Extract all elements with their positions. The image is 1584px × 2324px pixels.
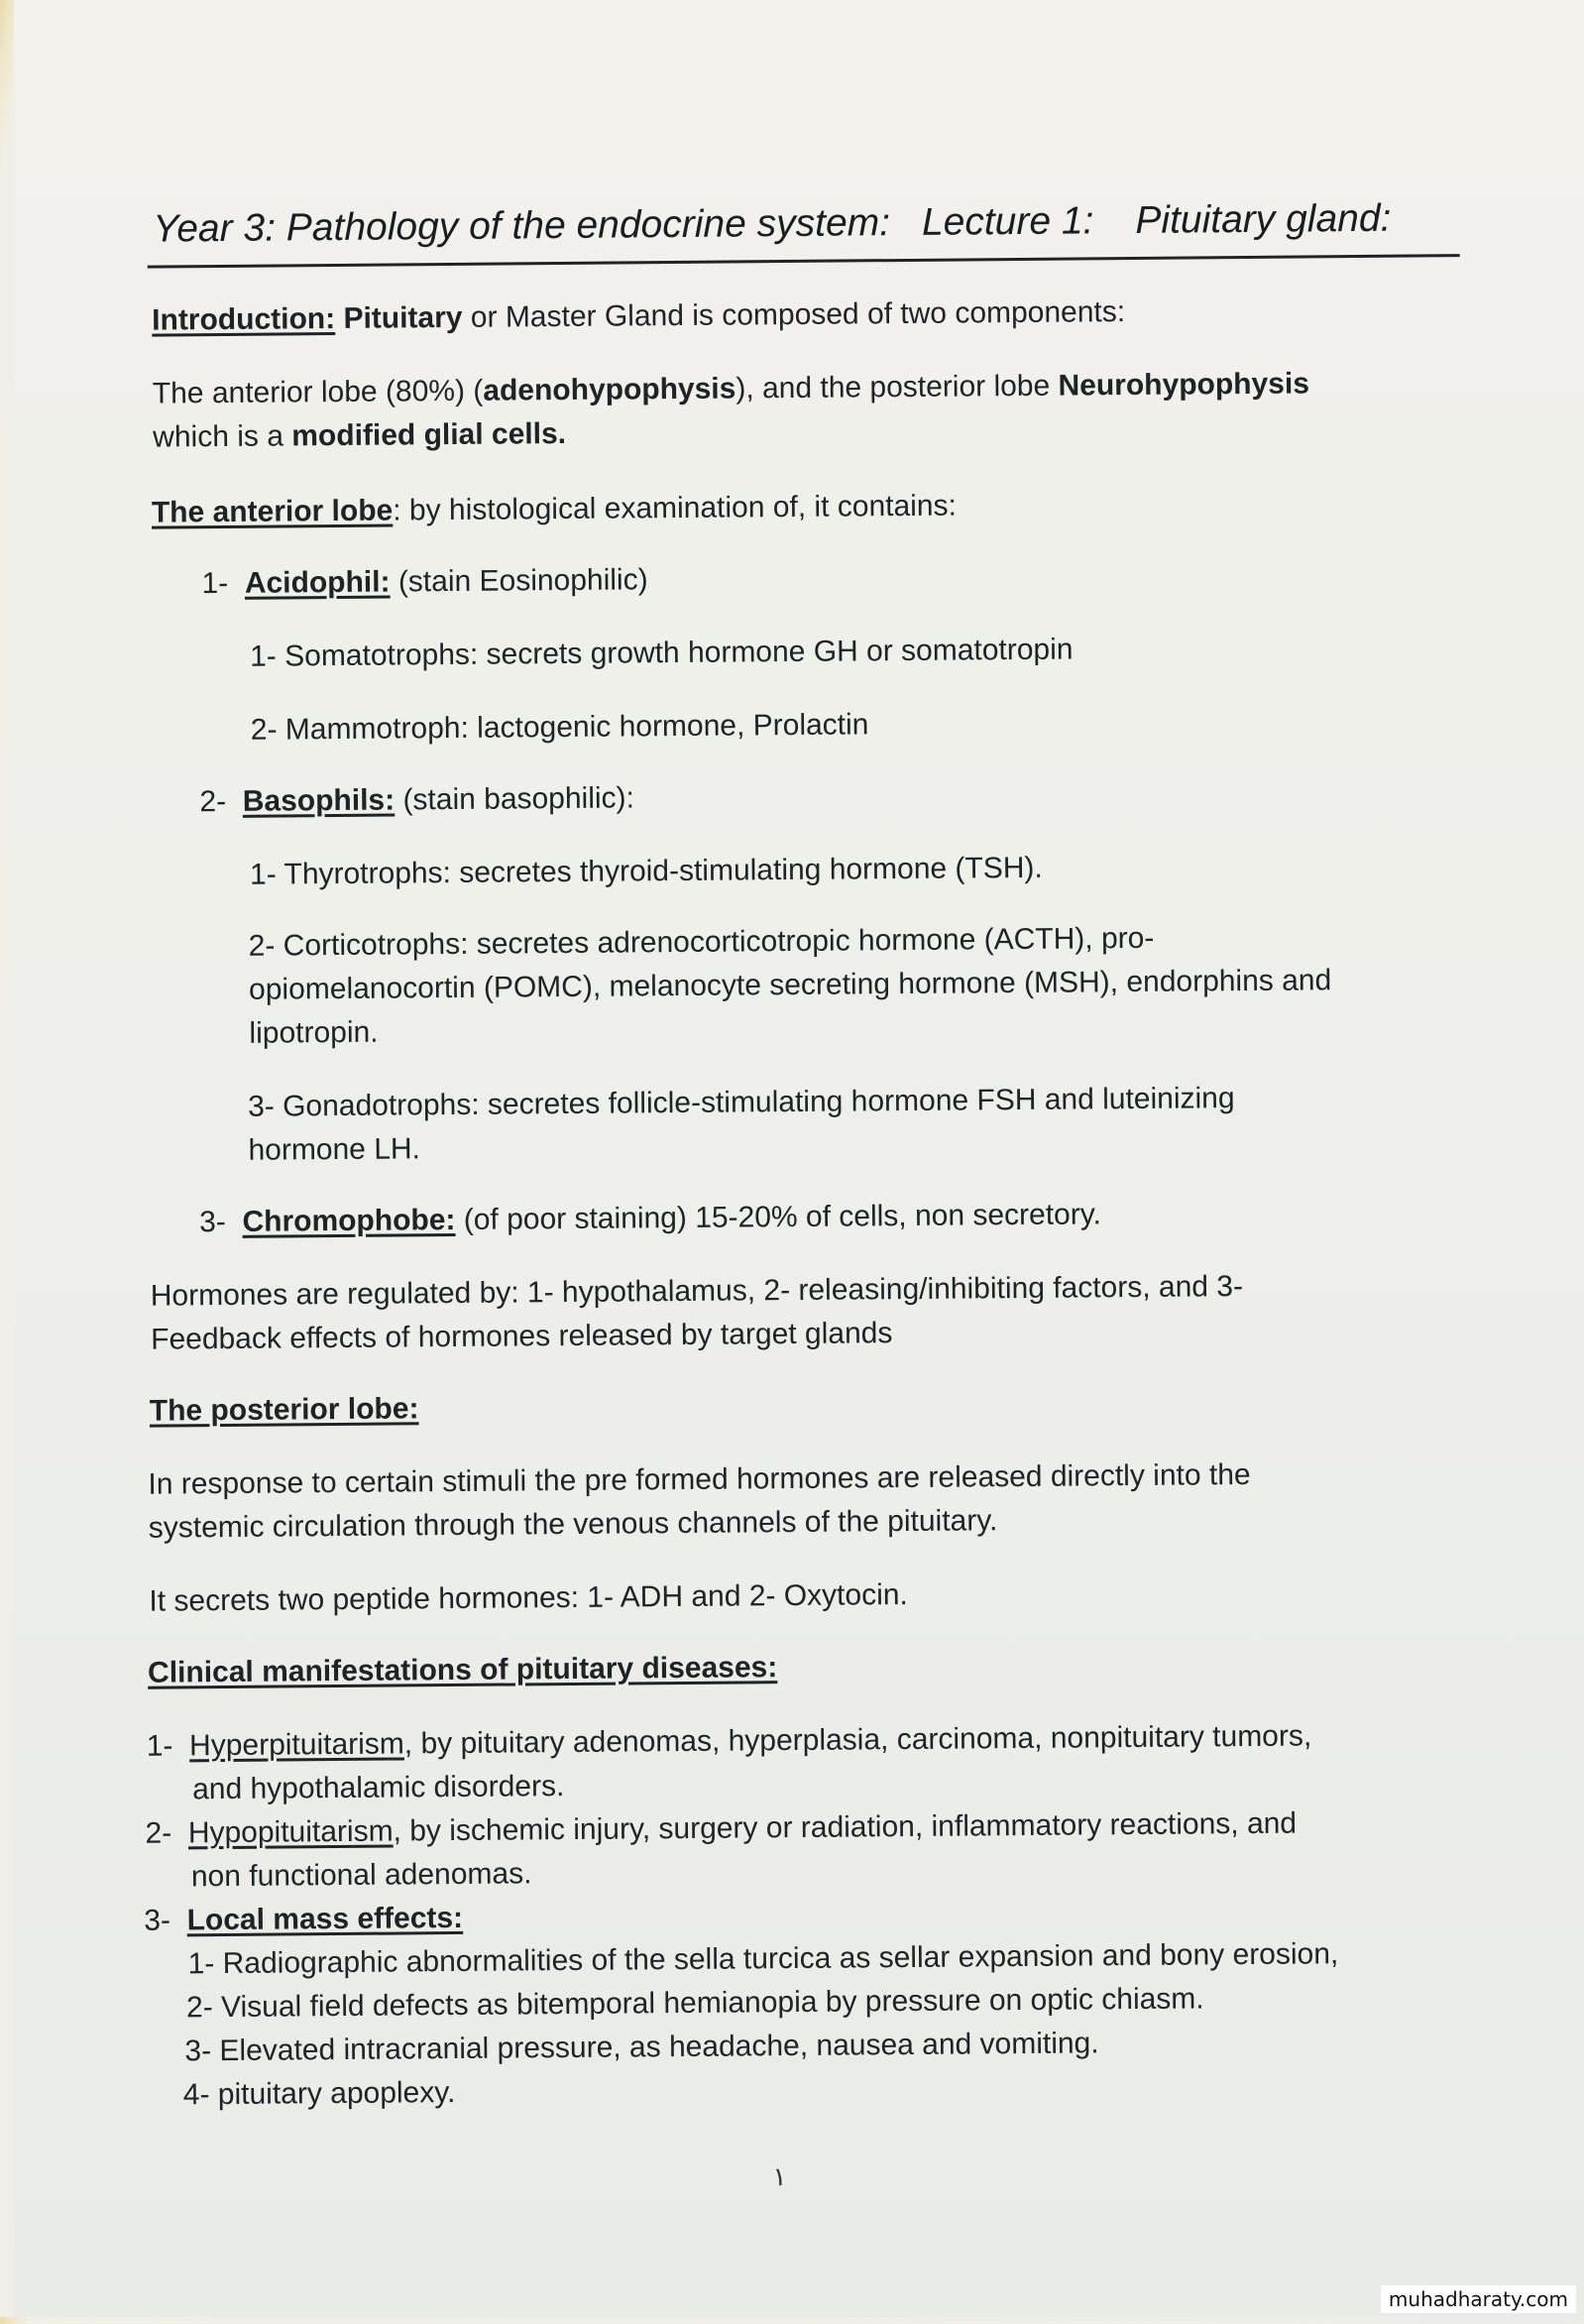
intro-label: Introduction: xyxy=(152,302,336,337)
clinical-hypo: 2- Hypopituitarism, by ischemic injury, surgery or radiation, inflammatory reactions, and xyxy=(145,1806,1298,1850)
intro-line-3: which is a modified glial cells. xyxy=(153,416,567,454)
clinical-hyper-cont: and hypothalamic disorders. xyxy=(191,1770,565,1806)
mass-effect-3: 3- Elevated intracranial pressure, as headache, nausea and vomiting. xyxy=(184,2027,1099,2068)
posterior-para-1: In response to certain stimuli the pre formed hormones are released directly into the xyxy=(148,1457,1251,1501)
basophils-item: 2- Basophils: (stain basophilic): xyxy=(199,781,635,819)
chromophobe-item: 3- Chromophobe: (of poor staining) 15-20% of cells, non secretory. xyxy=(198,1198,1102,1239)
mass-effect-4: 4- pituitary apoplexy. xyxy=(182,2076,456,2112)
site-watermark: muhadharaty.com xyxy=(1381,2285,1576,2313)
clinical-heading: Clinical manifestations of pituitary diseases: xyxy=(147,1651,778,1689)
basophils-sub-corticotrophs-3: lipotropin. xyxy=(249,1015,379,1050)
clinical-hyper: 1- Hyperpituitarism, by pituitary adenomas, hyperplasia, carcinoma, nonpituitary tumors, xyxy=(146,1719,1312,1763)
posterior-secretes: It secrets two peptide hormones: 1- ADH and 2- Oxytocin. xyxy=(149,1578,908,1618)
regulation-line-1: Hormones are regulated by: 1- hypothalamus, 2- releasing/inhibiting factors, and 3- xyxy=(150,1270,1244,1313)
clinical-hypo-cont: non functional adenomas. xyxy=(190,1857,532,1894)
regulation-line-2: Feedback effects of hormones released by target glands xyxy=(151,1317,893,1356)
basophils-sub-corticotrophs-2: opiomelanocortin (POMC), melanocyte secreting hormone (MSH), endorphins and xyxy=(248,964,1332,1006)
basophils-sub-corticotrophs-1: 2- Corticotrophs: secretes adrenocorticotropic hormone (ACTH), pro- xyxy=(248,921,1155,963)
posterior-para-2: systemic circulation through the venous channels of the pituitary. xyxy=(148,1504,998,1545)
intro-pituitary: Pituitary xyxy=(343,300,463,335)
acidophil-item: 1- Acidophil: (stain Eosinophilic) xyxy=(201,563,648,601)
title-underline xyxy=(148,254,1460,269)
basophils-sub-gonadotrophs-1: 3- Gonadotrophs: secretes follicle-stimulating hormone FSH and luteinizing xyxy=(247,1082,1235,1123)
acidophil-sub-2: 2- Mammotroph: lactogenic hormone, Prolactin xyxy=(250,708,869,747)
anterior-heading: The anterior lobe: by histological examination of, it contains: xyxy=(151,489,958,529)
acidophil-sub-1: 1- Somatotrophs: secrets growth hormone GH or somatotropin xyxy=(250,633,1074,673)
posterior-heading: The posterior lobe: xyxy=(149,1392,419,1428)
mass-effect-2: 2- Visual field defects as bitemporal hemianopia by pressure on optic chiasm. xyxy=(185,1982,1204,2025)
basophils-sub-gonadotrophs-2: hormone LH. xyxy=(248,1132,421,1167)
title-topic: Pituitary gland: xyxy=(1135,196,1392,242)
document-title xyxy=(153,196,1461,252)
intro-line-1: Introduction: Pituitary or Master Gland is composed of two components: xyxy=(152,295,1126,337)
title-lecture: Lecture 1: xyxy=(921,199,1094,244)
intro-line-2: The anterior lobe (80%) (adenohypophysis), and the posterior lobe Neurohypophysis xyxy=(152,367,1310,410)
clinical-mass: 3- Local mass effects: xyxy=(144,1901,464,1937)
page-number: ١ xyxy=(772,2161,787,2192)
basophils-sub-thyrotrophs: 1- Thyrotrophs: secretes thyroid-stimulating hormone (TSH). xyxy=(249,851,1043,891)
title-course: Year 3: Pathology of the endocrine system: xyxy=(153,201,891,251)
mass-effect-1: 1- Radiographic abnormalities of the sella turcica as sellar expansion and bony erosion, xyxy=(187,1937,1339,1981)
